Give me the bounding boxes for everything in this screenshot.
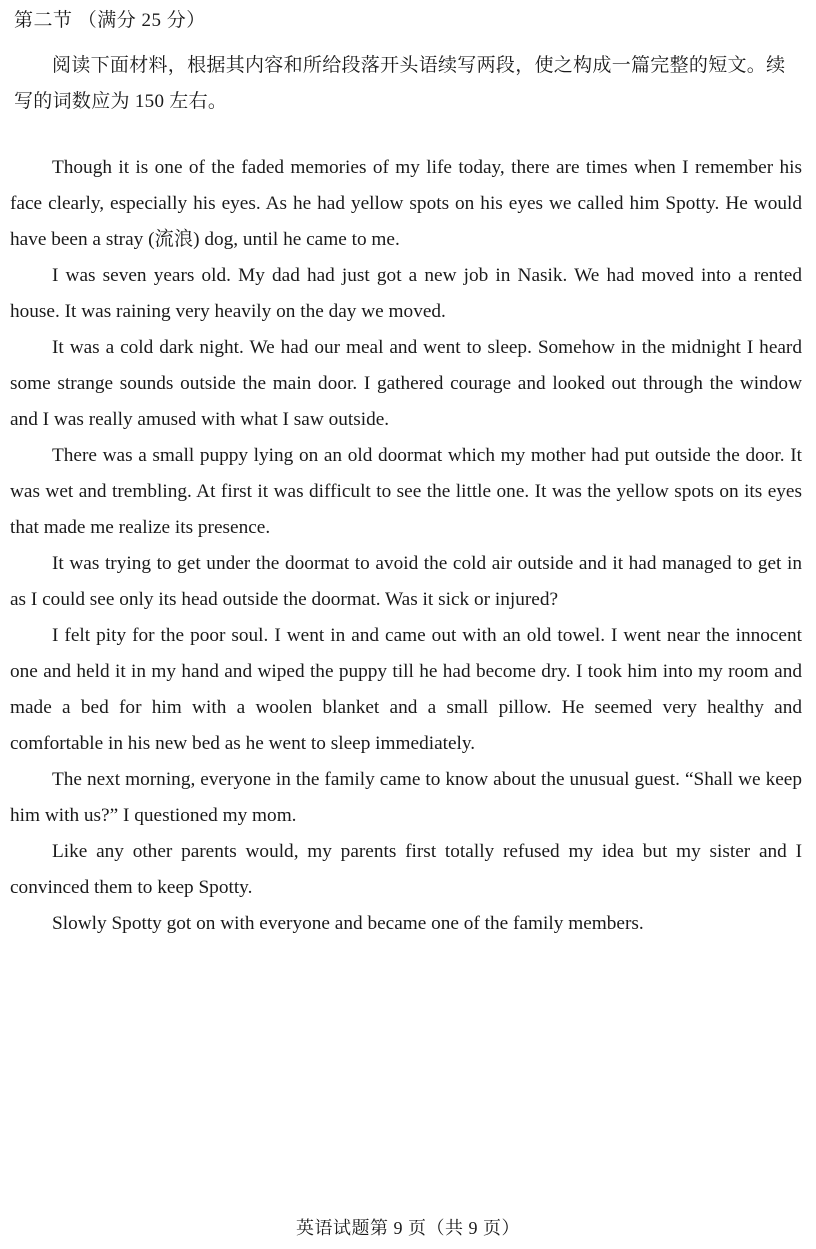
page-footer: 英语试题第 9 页（共 9 页） (296, 1218, 520, 1238)
passage-paragraph: It was a cold dark night. We had our meal and went to sleep. Somehow in the midnight I heard some strange sounds outside the main door. I gathered courage and looked out through the window and I was really amused with what I saw outside. (10, 337, 802, 430)
passage-paragraph: I felt pity for the poor soul. I went in and came out with an old towel. I went near the innocent one and held it in my hand and wiped the puppy till he had become dry. I took him into my room and made a bed for him with a woolen blanket and a small pillow. He seemed very healthy and comfortable in his new bed as he went to sleep immediately. (10, 625, 802, 754)
passage-paragraph: It was trying to get under the doormat to avoid the cold air outside and it had managed to get in as I could see only its head outside the doormat. Was it sick or injured? (10, 553, 802, 610)
passage-paragraph: Though it is one of the faded memories of my life today, there are times when I remember his face clearly, especially his eyes. As he had yellow spots on his eyes we called him Spotty. He would have been a stray (流浪) dog, until he came to me. (10, 157, 802, 250)
reading-passage (10, 150, 802, 942)
passage-paragraph: Slowly Spotty got on with everyone and became one of the family members. (52, 913, 644, 934)
passage-paragraph: The next morning, everyone in the family came to know about the unusual guest. “Shall we keep him with us?” I questioned my mom. (10, 769, 802, 826)
section-title: 第二节 （满分 25 分） (14, 10, 206, 31)
passage-paragraph: Like any other parents would, my parents first totally refused my idea but my sister and I convinced them to keep Spotty. (10, 841, 802, 898)
passage-paragraph: There was a small puppy lying on an old doormat which my mother had put outside the door. It was wet and trembling. At first it was difficult to see the little one. It was the yellow spots on its eyes that made me realize its presence. (10, 445, 802, 538)
instructions: 阅读下面材料，根据其内容和所给段落开头语续写两段，使之构成一篇完整的短文。续写的词数应为 150 左右。 (14, 55, 786, 112)
passage-paragraph: I was seven years old. My dad had just got a new job in Nasik. We had moved into a rented house. It was raining very heavily on the day we moved. (10, 265, 802, 322)
